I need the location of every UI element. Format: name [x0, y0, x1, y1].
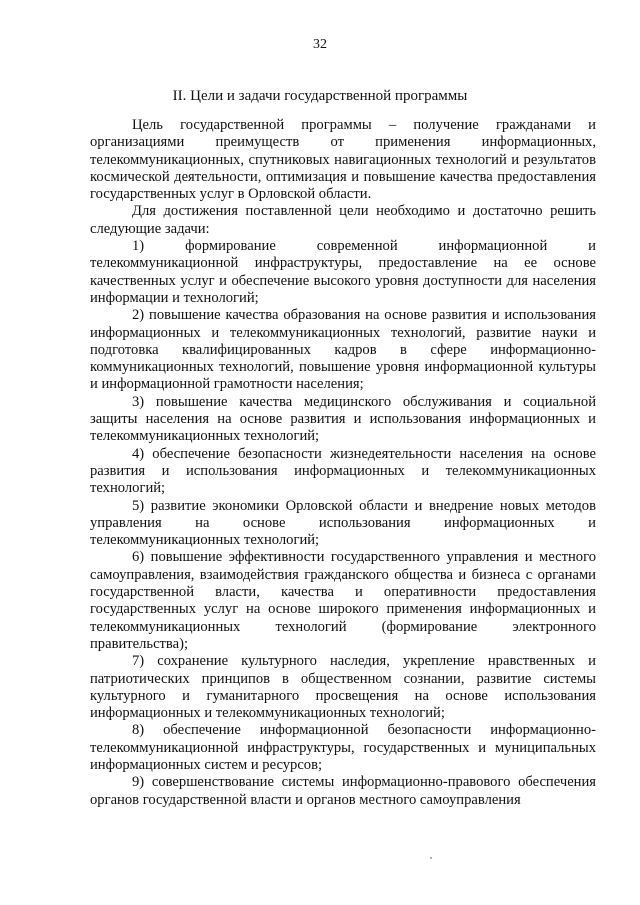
task-item-9: 9) совершенствование системы информационно-правового обеспечения органов государственной власти и органов местного самоуправления — [90, 774, 596, 808]
paragraph-goal: Цель государственной программы – получение гражданами и организациями преимуществ от применения информационных, телекоммуникационных, спутниковых навигационных технологий и результатов космической деятельности, оптимизация и повышение качества предоставления государственных услуг в Орловской области. — [90, 117, 596, 203]
task-item-1: 1) формирование современной информационной и телекоммуникационной инфраструктуры, предоставление на ее основе качественных услуг и обеспечение высокого уровня доступности для населения информации и технологий; — [90, 238, 596, 306]
task-item-4: 4) обеспечение безопасности жизнедеятельности населения на основе развития и использования информационных и телекоммуникационных технологий; — [90, 445, 596, 497]
page-number: 32 — [313, 37, 327, 52]
body-text — [90, 117, 596, 809]
task-item-3: 3) повышение качества медицинского обслуживания и социальной защиты населения на основе развития и использования информационных и телекоммуникационных технологий; — [90, 393, 596, 445]
task-item-2: 2) повышение качества образования на основе развития и использования информационных и телекоммуникационных технологий, развитие науки и подготовка квалифицированных кадров в сфере информационно-коммуникационных технологий, повышение уровня информационной культуры и информационной грамотности населения; — [90, 307, 596, 393]
task-item-8: 8) обеспечение информационной безопасности информационно-телекоммуникационной инфраструктуры, государственных и муниципальных информационных систем и ресурсов; — [90, 722, 596, 773]
task-item-6: 6) повышение эффективности государственного управления и местного самоуправления, взаимодействия гражданского общества и бизнеса с органами государственной власти, качества и оперативности предоставления государственных услуг на основе широкого применения информационных и телекоммуникационных технологий (формирование электронного правительства); — [90, 549, 596, 652]
section-title: II. Цели и задачи государственной программы — [172, 88, 468, 104]
task-item-7: 7) сохранение культурного наследия, укрепление нравственных и патриотических принципов в общественном сознании, развитие системы культурного и гуманитарного просвещения на основе использования информационных и телекоммуникационных технологий; — [90, 653, 596, 722]
task-item-5: 5) развитие экономики Орловской области и внедрение новых методов управления на основе использования информационных и телекоммуникационных технологий; — [90, 497, 596, 549]
scan-speck — [430, 857, 432, 859]
paragraph-tasks-intro: Для достижения поставленной цели необходимо и достаточно решить следующие задачи: — [90, 203, 596, 237]
